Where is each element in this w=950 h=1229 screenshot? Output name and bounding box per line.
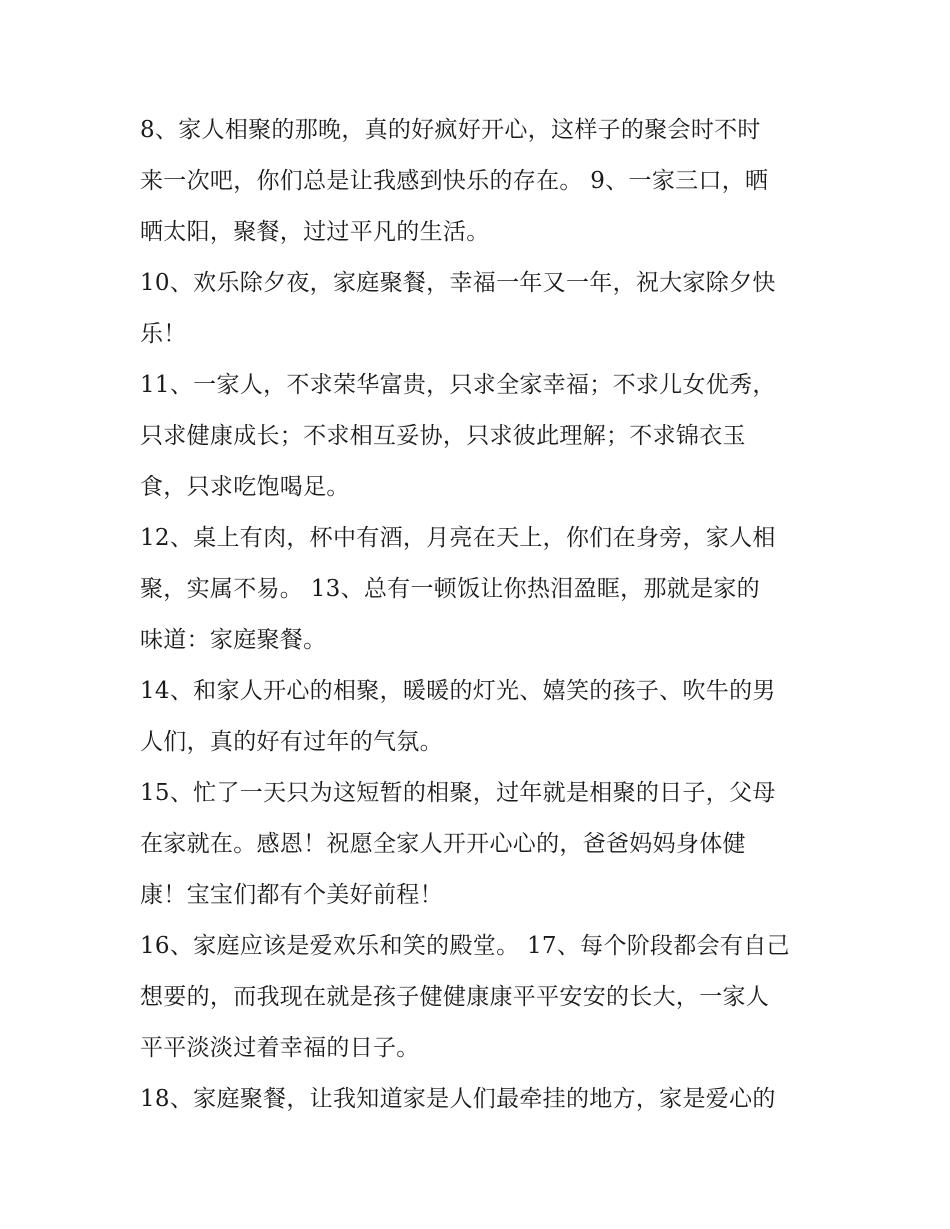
text-line: 8、家人相聚的那晚，真的好疯好开心，这样子的聚会时不时: [140, 117, 761, 143]
text-line: 平平淡淡过着幸福的日子。: [140, 1035, 420, 1061]
document-page: [140, 105, 820, 1125]
text-line: 乐！: [140, 321, 187, 347]
text-line: 味道：家庭聚餐。: [140, 627, 327, 653]
text-line: 晒太阳，聚餐，过过平凡的生活。: [140, 219, 490, 245]
text-line: 想要的，而我现在就是孩子健健康康平平安安的长大，一家人: [140, 984, 770, 1010]
text-line: 14、和家人开心的相聚，暖暖的灯光、嬉笑的孩子、吹牛的男: [140, 678, 776, 704]
text-line: 人们，真的好有过年的气氛。: [140, 729, 443, 755]
text-line: 康！宝宝们都有个美好前程！: [140, 882, 443, 908]
text-line: 12、桌上有肉，杯中有酒，月亮在天上，你们在身旁，家人相: [140, 525, 776, 551]
text-line: 食，只求吃饱喝足。: [140, 474, 350, 500]
text-line: 只求健康成长；不求相互妥协，只求彼此理解；不求锦衣玉: [140, 423, 746, 449]
text-line: 11、一家人，不求荣华富贵，只求全家幸福；不求儿女优秀，: [140, 372, 776, 398]
text-line: 来一次吧，你们总是让我感到快乐的存在。 9、一家三口，晒: [140, 168, 769, 194]
text-line: 15、忙了一天只为这短暂的相聚，过年就是相聚的日子，父母: [140, 780, 776, 806]
text-line: 在家就在。感恩！祝愿全家人开开心心的，爸爸妈妈身体健: [140, 831, 746, 857]
text-line: 聚，实属不易。 13、总有一顿饭让你热泪盈眶，那就是家的: [140, 576, 760, 602]
text-line: 10、欢乐除夕夜，家庭聚餐，幸福一年又一年，祝大家除夕快: [140, 270, 776, 296]
text-line: 16、家庭应该是爱欢乐和笑的殿堂。 17、每个阶段都会有自己: [140, 933, 790, 959]
text-line: 18、家庭聚餐，让我知道家是人们最牵挂的地方，家是爱心的: [140, 1086, 776, 1112]
